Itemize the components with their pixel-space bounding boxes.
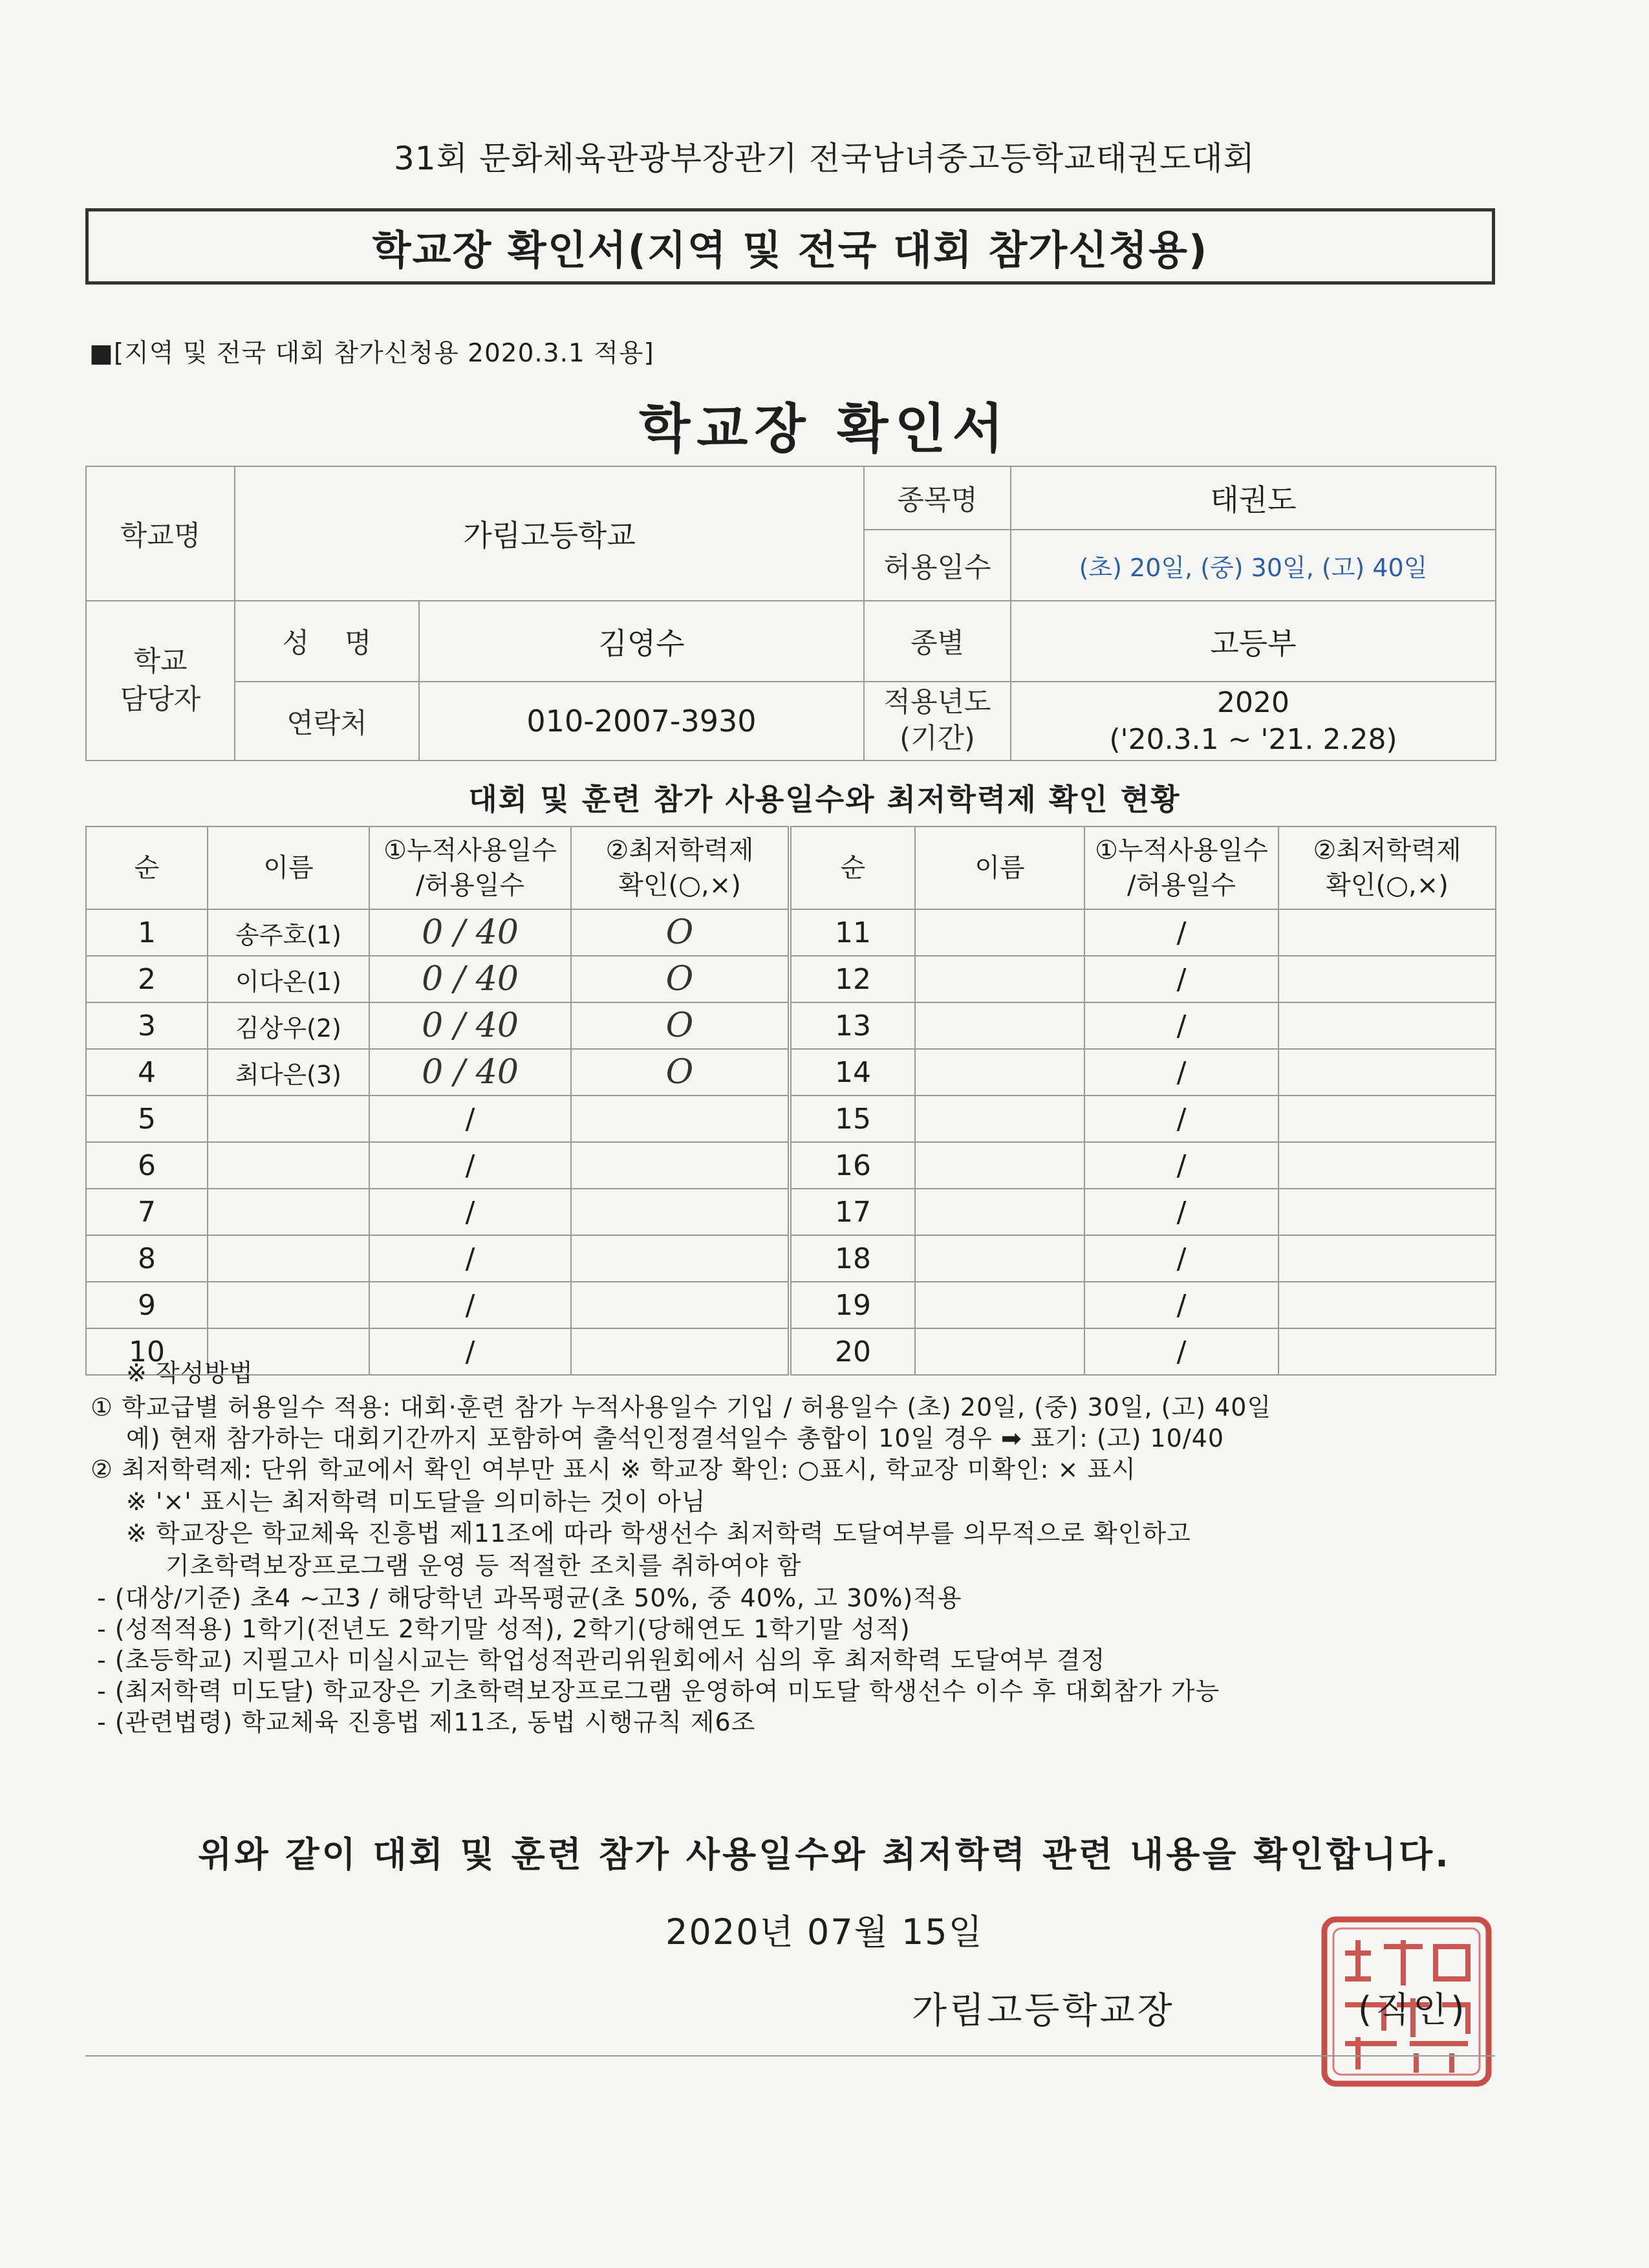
status-row bbox=[86, 1328, 1496, 1375]
sport-label: 종목명 bbox=[864, 466, 1011, 530]
row-days: / bbox=[369, 1235, 571, 1282]
instruction-line: - (최저학력 미도달) 학교장은 기초학력보장프로그램 운영하여 미도달 학생선수 이수 후 대회참가 가능 bbox=[97, 1677, 1220, 1705]
row-academic bbox=[571, 1235, 790, 1282]
contact-value: 010-2007-3930 bbox=[419, 682, 864, 761]
row-name-2 bbox=[915, 1189, 1084, 1235]
instruction-line: ① 학교급별 허용일수 적용: 대회·훈련 참가 누적사용일수 기입 / 허용일수 (초) 20일, (중) 30일, (고) 40일 bbox=[91, 1393, 1272, 1421]
row-name-2 bbox=[915, 909, 1084, 956]
row-name bbox=[208, 1235, 369, 1282]
instruction-line: ※ 학교장은 학교체육 진흥법 제11조에 따라 학생선수 최저학력 도달여부를 의무적으로 확인하고 bbox=[126, 1519, 1191, 1548]
division-label: 종별 bbox=[864, 601, 1011, 682]
row-academic-2 bbox=[1278, 1235, 1496, 1282]
row-days: 0 / 40 bbox=[369, 1002, 571, 1049]
instruction-line: - (성적적용) 1학기(전년도 2학기말 성적), 2학기(당해연도 1학기말 성적) bbox=[97, 1615, 911, 1643]
row-name-2 bbox=[915, 956, 1084, 1002]
status-title: 대회 및 훈련 참가 사용일수와 최저학력제 확인 현황 bbox=[468, 782, 1181, 817]
row-name: 송주호(1) bbox=[208, 909, 369, 956]
header-days-line2: /허용일수 bbox=[415, 870, 525, 900]
manager-label bbox=[86, 601, 235, 761]
row-no-2: 14 bbox=[790, 1049, 915, 1096]
row-academic-2 bbox=[1278, 1049, 1496, 1096]
row-days: / bbox=[369, 1142, 571, 1189]
year-label-line1: 적용년도 bbox=[883, 686, 991, 719]
row-no: 9 bbox=[86, 1282, 208, 1328]
instruction-line: 예) 현재 참가하는 대회기간까지 포함하여 출석인정결석일수 총합이 10일 경우 ➡ 표기: (고) 10/40 bbox=[126, 1424, 1225, 1453]
form-title-box bbox=[85, 208, 1495, 285]
status-row bbox=[86, 1002, 1496, 1049]
row-academic-2 bbox=[1278, 1096, 1496, 1142]
row-days-2: / bbox=[1084, 1189, 1278, 1235]
row-academic bbox=[571, 1328, 790, 1375]
row-no: 10 bbox=[86, 1328, 208, 1375]
row-no-2: 20 bbox=[790, 1328, 915, 1375]
status-row bbox=[86, 1282, 1496, 1328]
status-table bbox=[85, 826, 1496, 1376]
row-no: 3 bbox=[86, 1002, 208, 1049]
header-name: 이름 bbox=[208, 826, 369, 909]
header-days-line1: ①누적사용일수 bbox=[383, 836, 557, 865]
row-days-2: / bbox=[1084, 1142, 1278, 1189]
row-days: 0 / 40 bbox=[369, 956, 571, 1002]
header-academic-line1: ②최저학력제 bbox=[605, 836, 754, 865]
row-days: 0 / 40 bbox=[369, 1049, 571, 1096]
instruction-line: - (대상/기준) 초4 ~고3 / 해당학년 과목평균(초 50%, 중 40%, 고 30%)적용 bbox=[97, 1584, 962, 1612]
row-no: 4 bbox=[86, 1049, 208, 1096]
status-header-row bbox=[86, 826, 1496, 909]
row-academic-2 bbox=[1278, 909, 1496, 956]
period-value: ('20.3.1 ~ '21. 2.28) bbox=[1109, 723, 1397, 756]
row-name-2 bbox=[915, 1096, 1084, 1142]
row-name: 최다은(3) bbox=[208, 1049, 369, 1096]
row-name-2 bbox=[915, 1235, 1084, 1282]
row-academic-2 bbox=[1278, 1189, 1496, 1235]
row-name bbox=[208, 1142, 369, 1189]
status-row bbox=[86, 1096, 1496, 1142]
header-days-2-line1: ①누적사용일수 bbox=[1095, 836, 1268, 865]
row-academic bbox=[571, 1282, 790, 1328]
principal-signature: 가림고등학교장 bbox=[912, 1990, 1175, 2032]
row-days: / bbox=[369, 1096, 571, 1142]
row-academic: O bbox=[571, 1049, 790, 1096]
header-days bbox=[369, 826, 571, 909]
manager-label-line2: 담당자 bbox=[120, 683, 201, 716]
row-academic: O bbox=[571, 1002, 790, 1049]
bottom-divider bbox=[85, 2055, 1495, 2057]
date: 2020년 07월 15일 bbox=[665, 1912, 984, 1952]
row-no-2: 15 bbox=[790, 1096, 915, 1142]
school-info-table bbox=[85, 466, 1496, 761]
row-academic-2 bbox=[1278, 956, 1496, 1002]
sport-value: 태권도 bbox=[1011, 466, 1496, 530]
row-no: 6 bbox=[86, 1142, 208, 1189]
form-note: ■[지역 및 전국 대회 참가신청용 2020.3.1 적용] bbox=[89, 339, 654, 368]
row-days-2: / bbox=[1084, 909, 1278, 956]
row-days-2: / bbox=[1084, 1328, 1278, 1375]
document-title: 학교장 확인서 bbox=[639, 398, 1010, 460]
header-academic-2-line2: 확인(○,×) bbox=[1326, 870, 1449, 900]
status-row bbox=[86, 956, 1496, 1002]
row-days: / bbox=[369, 1189, 571, 1235]
header-academic-line2: 확인(○,×) bbox=[618, 870, 741, 900]
row-no: 2 bbox=[86, 956, 208, 1002]
row-no: 1 bbox=[86, 909, 208, 956]
allowed-days-label: 허용일수 bbox=[864, 530, 1011, 601]
row-name-2 bbox=[915, 1002, 1084, 1049]
row-academic-2 bbox=[1278, 1002, 1496, 1049]
status-row bbox=[86, 1235, 1496, 1282]
name-label: 성 명 bbox=[235, 601, 419, 682]
status-row bbox=[86, 909, 1496, 956]
status-row bbox=[86, 1049, 1496, 1096]
row-days: 0 / 40 bbox=[369, 909, 571, 956]
header-no: 순 bbox=[86, 826, 208, 909]
header-days-2 bbox=[1084, 826, 1278, 909]
row-no: 7 bbox=[86, 1189, 208, 1235]
row-academic-2 bbox=[1278, 1328, 1496, 1375]
instruction-line: - (관련법령) 학교체육 진흥법 제11조, 동법 시행규칙 제6조 bbox=[97, 1708, 756, 1736]
year-label-line2: (기간) bbox=[900, 722, 975, 755]
row-no-2: 17 bbox=[790, 1189, 915, 1235]
row-days-2: / bbox=[1084, 1049, 1278, 1096]
row-academic bbox=[571, 1142, 790, 1189]
row-academic-2 bbox=[1278, 1282, 1496, 1328]
seal-mark: (직인) bbox=[1358, 1989, 1469, 2030]
row-days-2: / bbox=[1084, 1235, 1278, 1282]
instruction-line: ※ 작성방법 bbox=[126, 1359, 253, 1387]
row-days-2: / bbox=[1084, 1002, 1278, 1049]
instruction-line: ※ '×' 표시는 최저학력 미도달을 의미하는 것이 아님 bbox=[126, 1487, 706, 1516]
status-row bbox=[86, 1189, 1496, 1235]
row-name-2 bbox=[915, 1142, 1084, 1189]
instruction-line: ② 최저학력제: 단위 학교에서 확인 여부만 표시 ※ 학교장 확인: ○표시, 학교장 미확인: × 표시 bbox=[91, 1455, 1136, 1484]
status-row bbox=[86, 1142, 1496, 1189]
row-no-2: 12 bbox=[790, 956, 915, 1002]
row-no: 5 bbox=[86, 1096, 208, 1142]
row-no-2: 11 bbox=[790, 909, 915, 956]
row-no-2: 13 bbox=[790, 1002, 915, 1049]
header-no-2: 순 bbox=[790, 826, 915, 909]
year-value: 2020 bbox=[1217, 686, 1289, 719]
row-name-2 bbox=[915, 1049, 1084, 1096]
row-days: / bbox=[369, 1328, 571, 1375]
row-name: 김상우(2) bbox=[208, 1002, 369, 1049]
row-academic-2 bbox=[1278, 1142, 1496, 1189]
contact-label: 연락처 bbox=[235, 682, 419, 761]
row-name bbox=[208, 1096, 369, 1142]
row-academic: O bbox=[571, 956, 790, 1002]
row-academic bbox=[571, 1189, 790, 1235]
row-no-2: 19 bbox=[790, 1282, 915, 1328]
row-name: 이다온(1) bbox=[208, 956, 369, 1002]
row-name bbox=[208, 1282, 369, 1328]
header-days-2-line2: /허용일수 bbox=[1126, 870, 1236, 900]
header-academic-2 bbox=[1278, 826, 1496, 909]
row-days: / bbox=[369, 1282, 571, 1328]
row-academic bbox=[571, 1096, 790, 1142]
row-name bbox=[208, 1189, 369, 1235]
header-academic-2-line1: ②최저학력제 bbox=[1313, 836, 1461, 865]
year-value-cell bbox=[1011, 682, 1496, 761]
row-name-2 bbox=[915, 1328, 1084, 1375]
header-name-2: 이름 bbox=[915, 826, 1084, 909]
instruction-line: 기초학력보장프로그램 운영 등 적절한 조치를 취하여야 함 bbox=[166, 1551, 802, 1580]
row-days-2: / bbox=[1084, 956, 1278, 1002]
row-no-2: 18 bbox=[790, 1235, 915, 1282]
row-days-2: / bbox=[1084, 1096, 1278, 1142]
row-no-2: 16 bbox=[790, 1142, 915, 1189]
school-name-label: 학교명 bbox=[86, 466, 235, 601]
division-value: 고등부 bbox=[1011, 601, 1496, 682]
row-academic: O bbox=[571, 909, 790, 956]
row-no: 8 bbox=[86, 1235, 208, 1282]
school-name-value: 가림고등학교 bbox=[235, 466, 864, 601]
header-academic bbox=[571, 826, 790, 909]
form-title: 학교장 확인서(지역 및 전국 대회 참가신청용) bbox=[372, 226, 1209, 274]
name-value: 김영수 bbox=[419, 601, 864, 682]
event-title: 31회 문화체육관광부장관기 전국남녀중고등학교태권도대회 bbox=[394, 140, 1255, 177]
allowed-days-value: (초) 20일, (중) 30일, (고) 40일 bbox=[1011, 530, 1496, 601]
row-name-2 bbox=[915, 1282, 1084, 1328]
year-label bbox=[864, 682, 1011, 761]
confirmation-statement: 위와 같이 대회 및 훈련 참가 사용일수와 최저학력 관련 내용을 확인합니다. bbox=[198, 1834, 1451, 1875]
row-days-2: / bbox=[1084, 1282, 1278, 1328]
instruction-line: - (초등학교) 지필고사 미실시교는 학업성적관리위원회에서 심의 후 최저학력 도달여부 결정 bbox=[97, 1646, 1106, 1674]
manager-label-line1: 학교 bbox=[133, 645, 188, 678]
